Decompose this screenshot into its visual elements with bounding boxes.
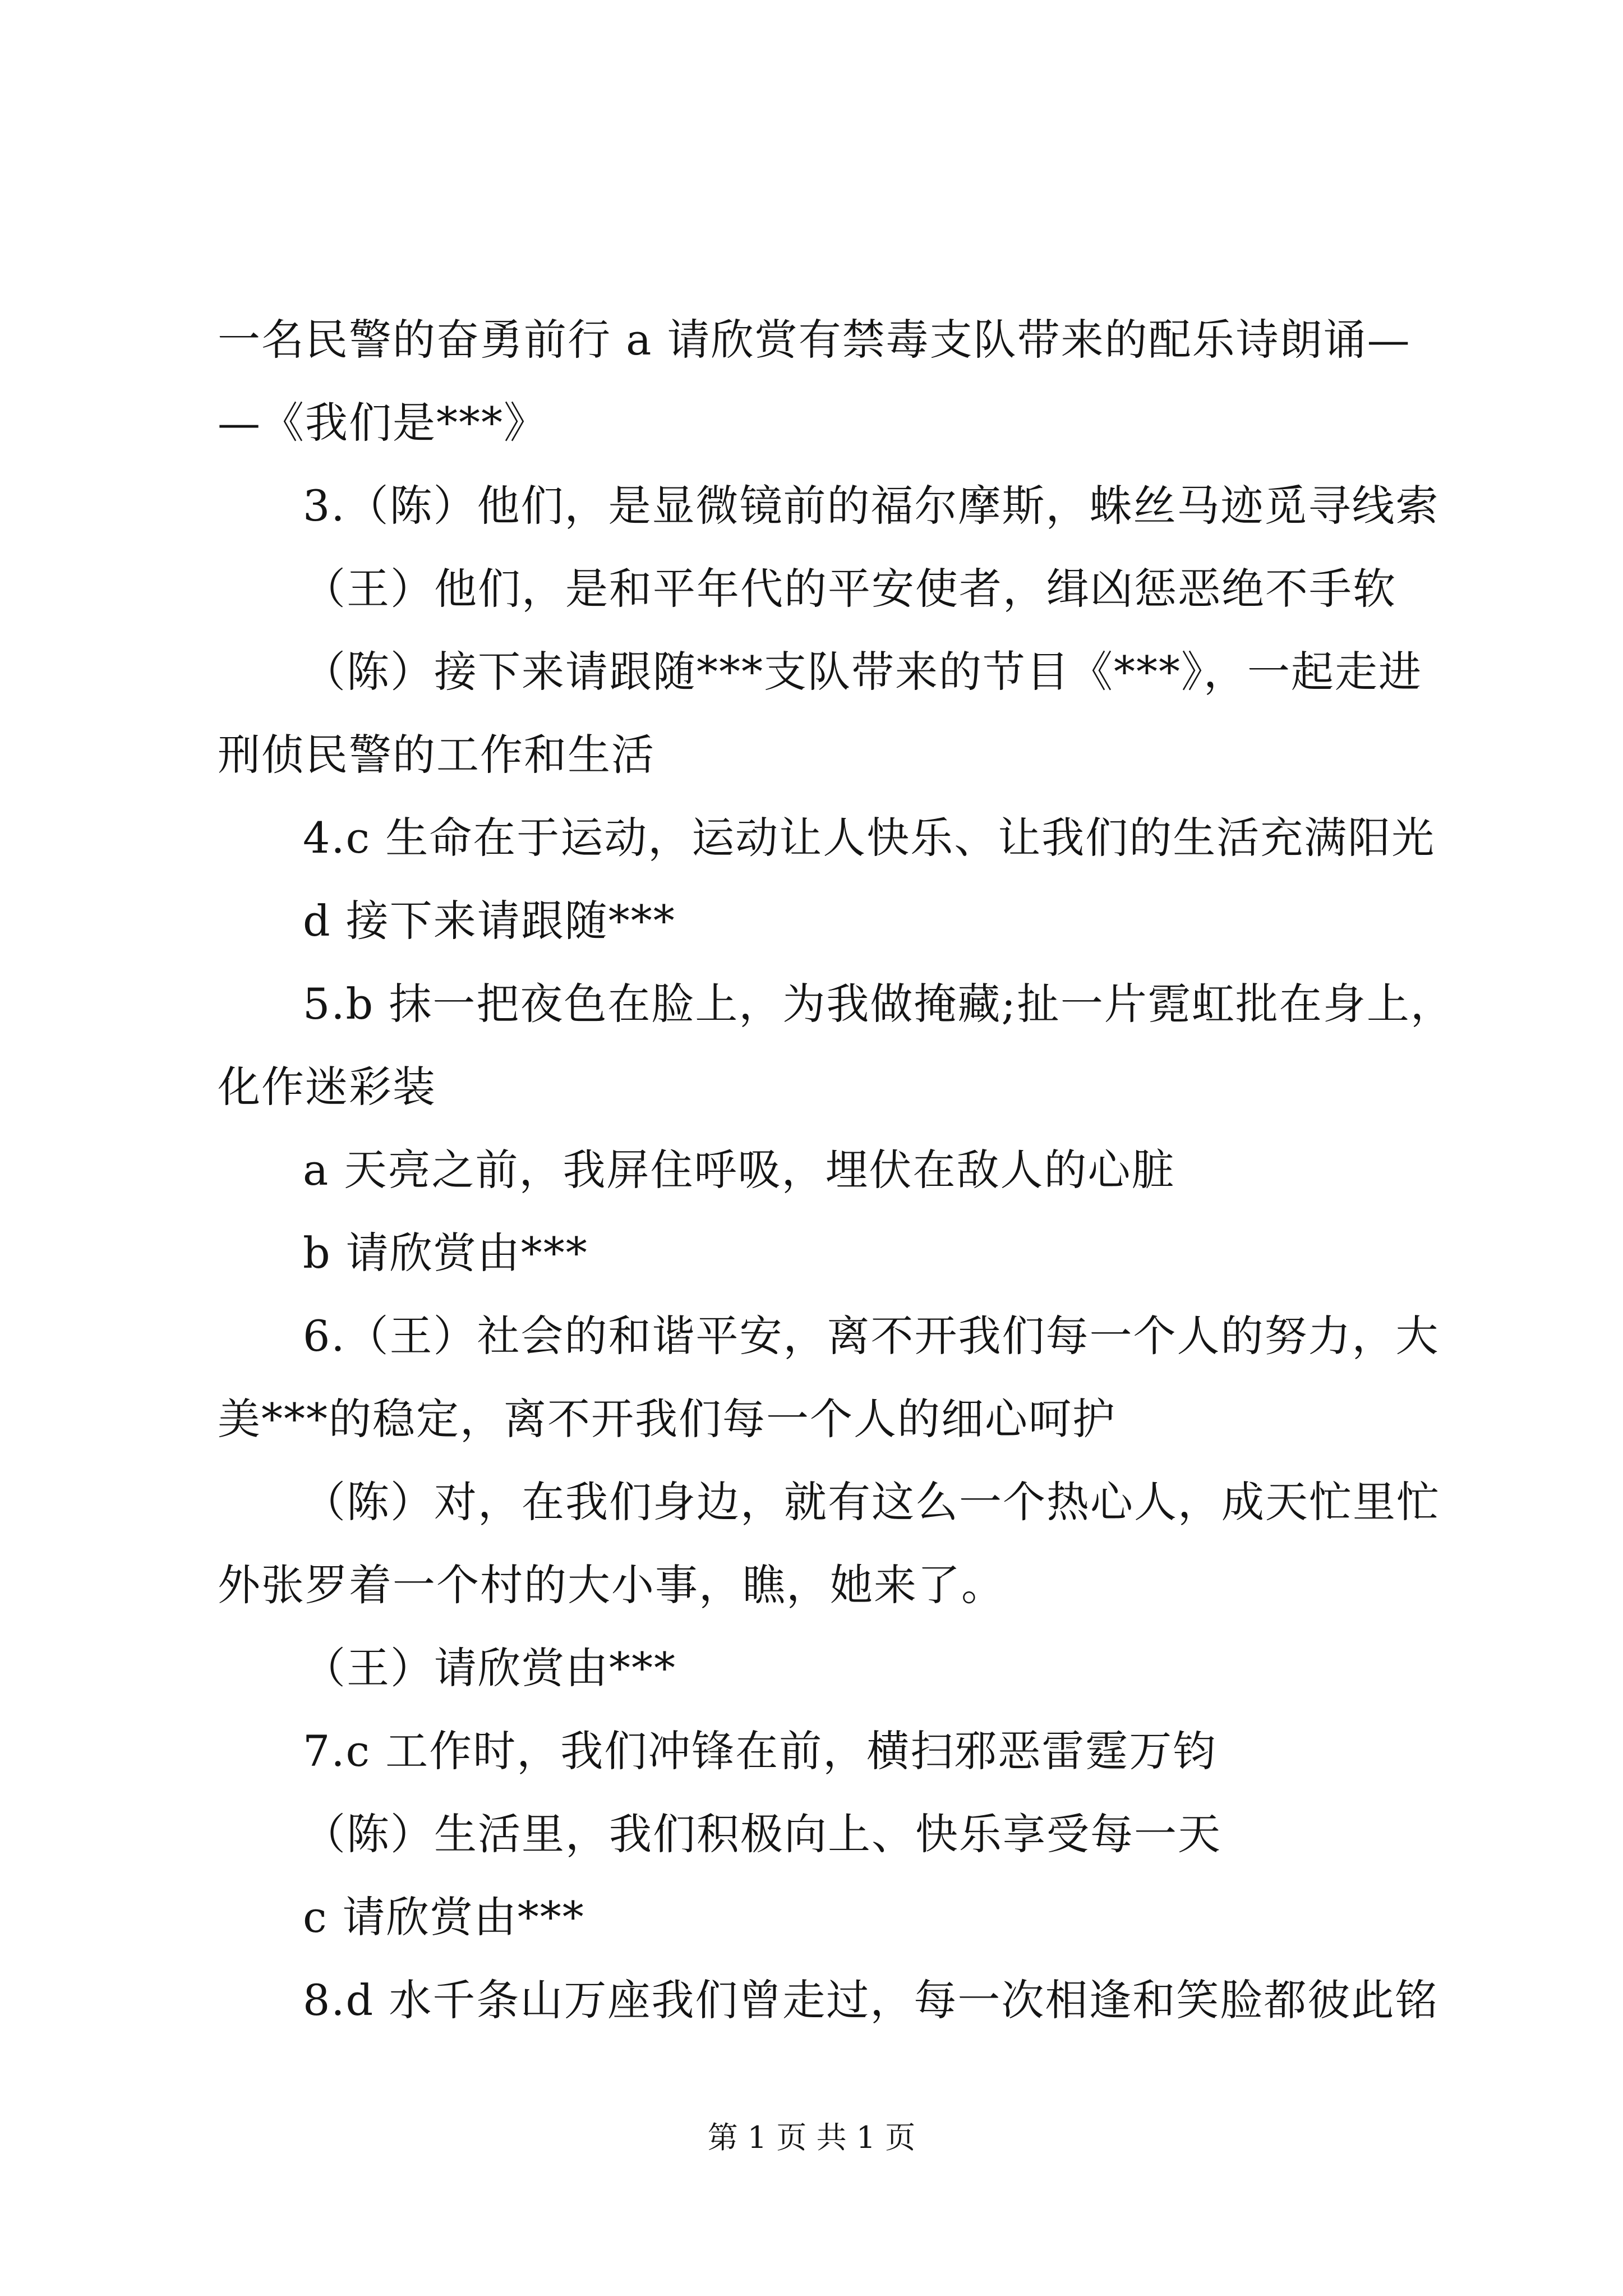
text-line: 3.（陈）他们，是显微镜前的福尔摩斯，蛛丝马迹觅寻线索 — [303, 481, 1440, 531]
text-line: （陈）对，在我们身边，就有这么一个热心人，成天忙里忙 — [303, 1477, 1440, 1527]
text-line: 化作迷彩装 — [218, 1062, 436, 1112]
text-line: 美***的稳定，离不开我们每一个人的细心呵护 — [218, 1394, 1116, 1444]
text-line: （陈）生活里，我们积极向上、快乐享受每一天 — [303, 1809, 1221, 1859]
text-line: 外张罗着一个村的大小事，瞧，她来了。 — [218, 1560, 1005, 1610]
text-line: （王）他们，是和平年代的平安使者，缉凶惩恶绝不手软 — [303, 564, 1396, 614]
text-line: （王）请欣赏由*** — [303, 1643, 676, 1693]
text-line: 7.c 工作时，我们冲锋在前，横扫邪恶雷霆万钧 — [303, 1726, 1217, 1776]
text-line: 一名民警的奋勇前行 a 请欣赏有禁毒支队带来的配乐诗朗诵— — [218, 315, 1411, 365]
text-line: d 接下来请跟随*** — [303, 896, 676, 946]
text-line: 8.d 水千条山万座我们曾走过，每一次相逢和笑脸都彼此铭 — [303, 1975, 1439, 2025]
text-line: （陈）接下来请跟随***支队带来的节目《***》，一起走进 — [303, 647, 1422, 697]
text-line: b 请欣赏由*** — [303, 1228, 588, 1278]
text-line: 6.（王）社会的和谐平安，离不开我们每一个人的努力，大 — [303, 1311, 1440, 1361]
text-line: —《我们是***》 — [218, 398, 547, 448]
text-line: 5.b 抹一把夜色在脸上，为我做掩藏;扯一片霓虹批在身上， — [303, 979, 1454, 1029]
text-line: c 请欣赏由*** — [303, 1892, 585, 1942]
text-line: a 天亮之前，我屏住呼吸，埋伏在敌人的心脏 — [303, 1145, 1175, 1195]
page-footer: 第 1 页 共 1 页 — [707, 2120, 916, 2155]
text-line: 刑侦民警的工作和生活 — [218, 730, 655, 780]
text-line: 4.c 生命在于运动，运动让人快乐、让我们的生活充满阳光 — [303, 813, 1436, 863]
document-body — [218, 298, 1454, 2042]
